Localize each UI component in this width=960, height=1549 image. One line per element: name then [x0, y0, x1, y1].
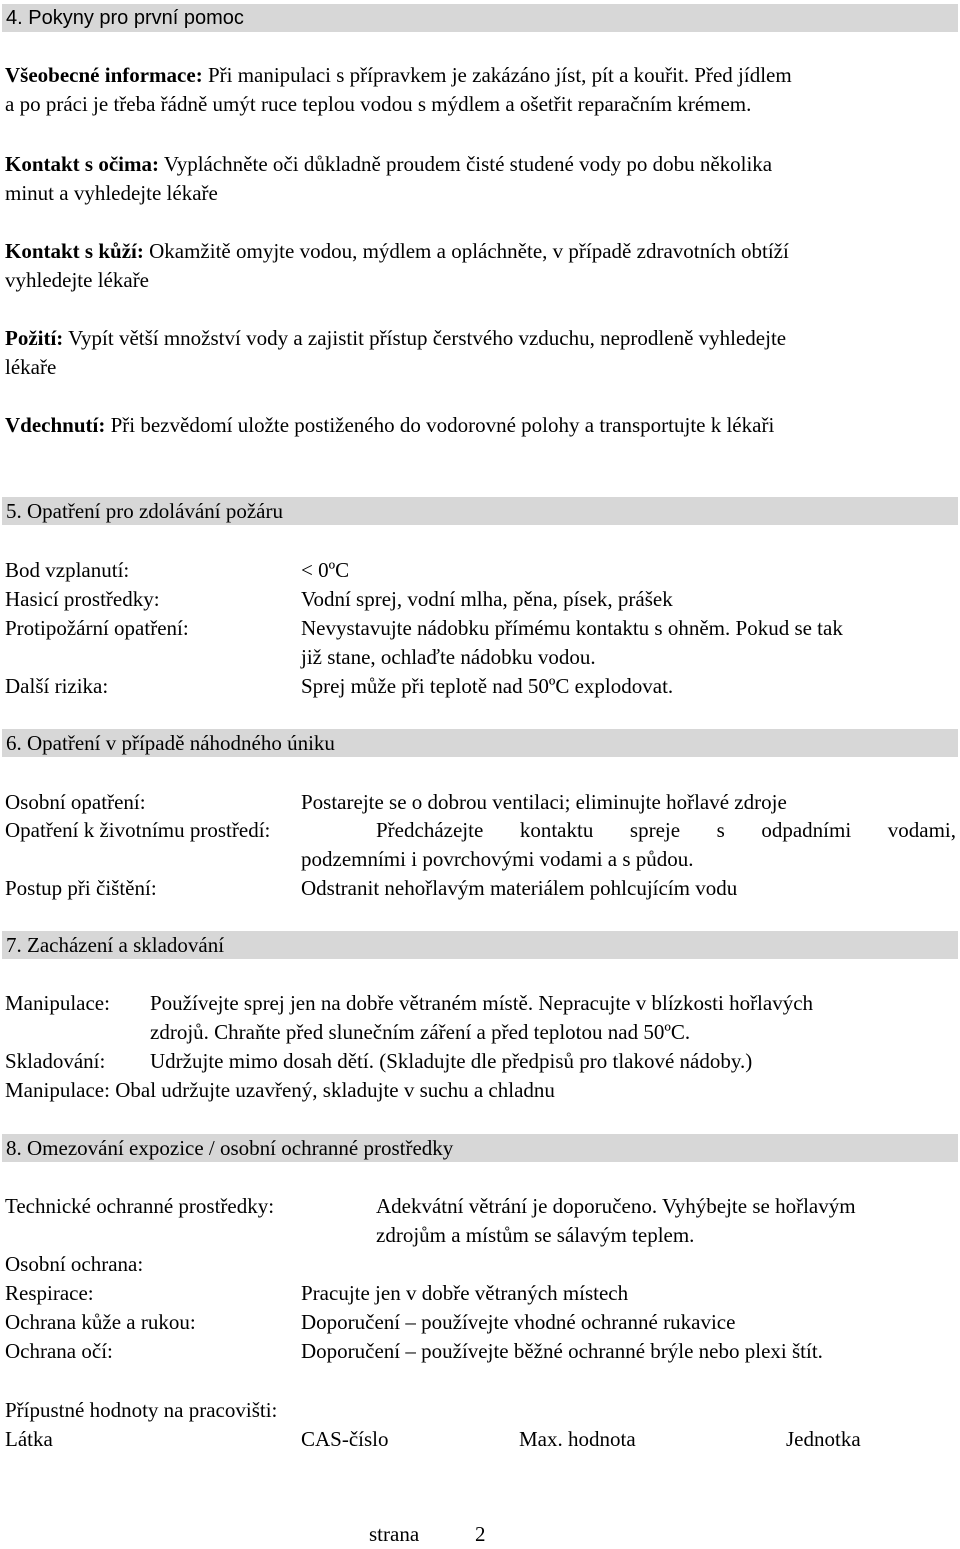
environmental-precautions-line2: podzemními i povrchovými vodami a s půdou.	[301, 847, 694, 871]
personal-precautions-label: Osobní opatření:	[5, 790, 146, 814]
ingestion-label: Požití:	[5, 326, 64, 350]
ingestion-line1	[5, 324, 786, 353]
general-info-line1	[5, 61, 792, 90]
fire-protection-line2: již stane, ochlaďte nádobku vodou.	[301, 645, 596, 669]
flash-point-value: < 0ºC	[301, 558, 350, 582]
inhalation-line	[5, 411, 774, 440]
page-label: strana	[369, 1522, 420, 1546]
skin-protection-value: Doporučení – používejte vhodné ochranné rukavice	[301, 1310, 736, 1334]
handling2-label: Manipulace:	[5, 1078, 110, 1102]
cleanup-value: Odstranit nehořlavým materiálem pohlcujícím vodu	[301, 876, 738, 900]
section-8-heading: 8. Omezování expozice / osobní ochranné prostředky	[2, 1134, 958, 1162]
extinguishing-media-label: Hasicí prostředky:	[5, 587, 160, 611]
personal-protection-heading: Osobní ochrana:	[5, 1252, 144, 1276]
section-4-heading: 4. Pokyny pro první pomoc	[2, 4, 958, 32]
fire-protection-line1: Nevystavujte nádobku přímému kontaktu s ohněm. Pokud se tak	[301, 616, 843, 640]
section-7-heading: 7. Zacházení a skladování	[2, 931, 958, 959]
handling-line1: Používejte sprej jen na dobře větraném místě. Nepracujte v blízkosti hořlavých	[150, 991, 814, 1015]
section-6-heading: 6. Opatření v případě náhodného úniku	[2, 729, 958, 757]
skin-protection-label: Ochrana kůže a rukou:	[5, 1310, 196, 1334]
ingestion-line2: lékaře	[5, 355, 57, 379]
skin-contact-label: Kontakt s kůží:	[5, 239, 144, 263]
eye-protection-value: Doporučení – používejte běžné ochranné brýle nebo plexi štít.	[301, 1339, 823, 1363]
ingestion-text: Vypít větší množství vody a zajistit přístup čerstvého vzduchu, neprodleně vyhledejte	[63, 326, 787, 350]
technical-protection-line1: Adekvátní větrání je doporučeno. Vyhýbejte se hořlavým	[376, 1194, 856, 1218]
handling-label: Manipulace:	[5, 991, 110, 1015]
flash-point-label: Bod vzplanutí:	[5, 558, 130, 582]
col-unit: Jednotka	[786, 1427, 861, 1451]
skin-contact-line1	[5, 237, 789, 266]
section-5-heading: 5. Opatření pro zdolávání požáru	[2, 497, 958, 525]
other-risks-value: Sprej může při teplotě nad 50ºC explodovat.	[301, 674, 674, 698]
storage-label: Skladování:	[5, 1049, 106, 1073]
extinguishing-media-value: Vodní sprej, vodní mlha, pěna, písek, prášek	[301, 587, 673, 611]
personal-precautions-value: Postarejte se o dobrou ventilaci; eliminujte hořlavé zdroje	[301, 790, 787, 814]
fire-protection-label: Protipožární opatření:	[5, 616, 189, 640]
cleanup-label: Postup při čištění:	[5, 876, 157, 900]
other-risks-label: Další rizika:	[5, 674, 109, 698]
col-max-value: Max. hodnota	[519, 1427, 636, 1451]
eye-contact-line1	[5, 150, 772, 179]
handling-line2: zdrojů. Chraňte před slunečním záření a před teplotou nad 50ºC.	[150, 1020, 691, 1044]
inhalation-label: Vdechnutí:	[5, 413, 106, 437]
technical-protection-label: Technické ochranné prostředky:	[5, 1194, 275, 1218]
page-number: 2	[475, 1522, 486, 1546]
eye-protection-label: Ochrana očí:	[5, 1339, 113, 1363]
col-substance: Látka	[5, 1427, 53, 1451]
skin-contact-text: Okamžitě omyjte vodou, mýdlem a opláchněte, v případě zdravotních obtíží	[143, 239, 789, 263]
general-info-line2: a po práci je třeba řádně umýt ruce teplou vodou s mýdlem a ošetřit reparačním krémem.	[5, 92, 752, 116]
skin-contact-line2: vyhledejte lékaře	[5, 268, 150, 292]
storage-value: Udržujte mimo dosah dětí. (Skladujte dle předpisů pro tlakové nádoby.)	[150, 1049, 753, 1073]
col-cas-number: CAS-číslo	[301, 1427, 389, 1451]
handling2-line	[5, 1076, 555, 1105]
respiration-label: Respirace:	[5, 1281, 94, 1305]
exposure-limits-heading: Přípustné hodnoty na pracovišti:	[5, 1398, 278, 1422]
environmental-precautions-label: Opatření k životnímu prostředí:	[5, 818, 271, 842]
eye-contact-text: Vypláchněte oči důkladně proudem čisté studené vody po dobu několika	[159, 152, 773, 176]
handling2-value: Obal udržujte uzavřený, skladujte v suchu a chladnu	[109, 1078, 555, 1102]
eye-contact-label: Kontakt s očima:	[5, 152, 159, 176]
general-info-text: Při manipulaci s přípravkem je zakázáno jíst, pít a kouřit. Před jídlem	[202, 63, 792, 87]
inhalation-text: Při bezvědomí uložte postiženého do vodorovné polohy a transportujte k lékaři	[105, 413, 775, 437]
technical-protection-line2: zdrojům a místům se sálavým teplem.	[376, 1223, 695, 1247]
eye-contact-line2: minut a vyhledejte lékaře	[5, 181, 218, 205]
general-info-label: Všeobecné informace:	[5, 63, 203, 87]
respiration-value: Pracujte jen v dobře větraných místech	[301, 1281, 629, 1305]
environmental-precautions-line1: Předcházejte kontaktu spreje s odpadními vodami,	[376, 818, 956, 842]
